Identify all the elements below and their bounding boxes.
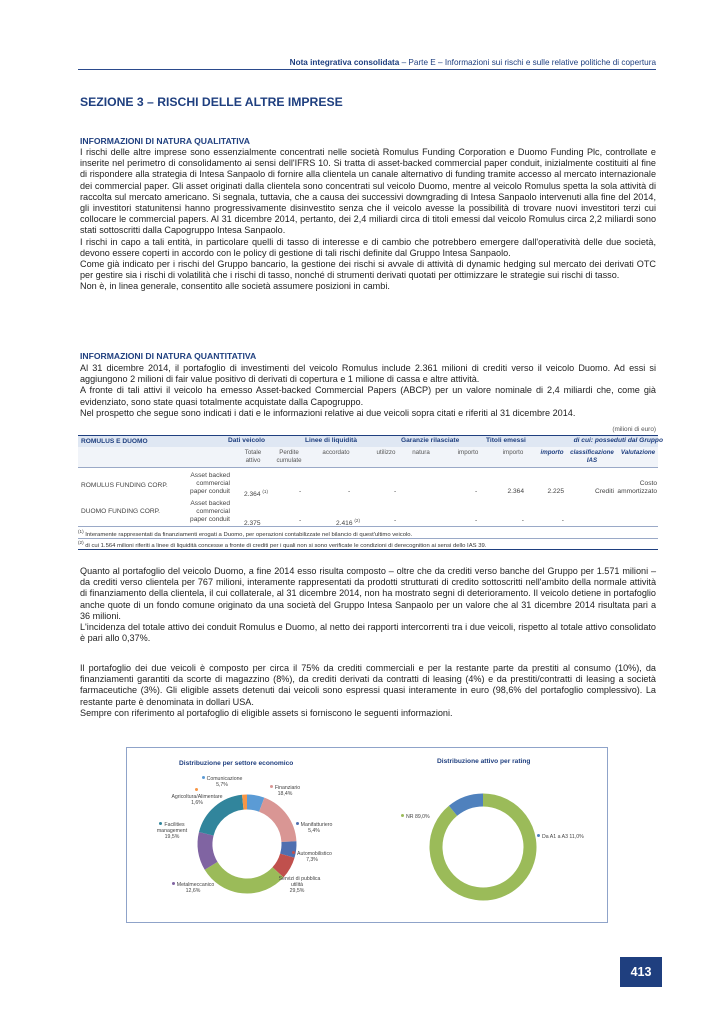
- section-title: SEZIONE 3 – RISCHI DELLE ALTRE IMPRESE: [80, 95, 343, 109]
- chart-1-slice-facilities-management: [206, 802, 243, 834]
- running-header-bold: Nota integrativa consolidata: [289, 58, 400, 67]
- subheader-perdite-cumulate: Perdite cumulate: [276, 449, 302, 464]
- sector-name-metalmeccanico: Metalmeccanico: [176, 882, 215, 888]
- row-2-importo-garanzie: -: [475, 517, 478, 524]
- rating-label-a1-a3: [537, 834, 607, 840]
- rating-value-a1-a3: 11,0%: [569, 834, 584, 840]
- sector-value-facilities: 19,5%: [164, 834, 180, 840]
- row-2-gruppo-importo: -: [561, 517, 564, 524]
- subheader-classificazione-ias: classificazione IAS: [570, 449, 614, 464]
- table-unit: (milioni di euro): [612, 426, 656, 433]
- table-bottom-rule: [78, 549, 658, 550]
- chart-1-title: Distribuzione per settore economico: [179, 760, 294, 767]
- group-header-titoli-emessi: Titoli emessi: [486, 437, 526, 444]
- sector-label-comunicazione: [197, 776, 247, 788]
- row-1-totale-note: (1): [262, 489, 268, 494]
- row-2-titoli-importo: -: [521, 517, 524, 524]
- row-2-utilizzo: -: [394, 517, 397, 524]
- row-1-totale-attivo-value: 2.364: [244, 491, 261, 498]
- quantitative-paragraph-3: Nel prospetto che segue sono indicati i dati e le informazioni relative ai due veicoli sopra citati e riferiti al 31 dicembre 2014.: [80, 407, 576, 418]
- sector-value-automobilistico: 7,3%: [306, 857, 318, 863]
- rating-label-nr: [401, 814, 451, 820]
- rating-name-a1-a3: Da A1 a A3: [542, 834, 568, 840]
- sector-value-finanziario: 18,4%: [277, 791, 293, 797]
- legend-dot-facilities: [159, 822, 162, 825]
- table-top-rule: [78, 435, 658, 436]
- chart-1-slice-finanziario: [262, 805, 289, 842]
- chart-1-slice-metalmeccanico: [205, 834, 211, 866]
- subheader-totale-attivo: Totale attivo: [244, 449, 262, 464]
- sector-value-metalmeccanico: 12,6%: [185, 888, 201, 894]
- legend-dot-manifatturiero: [296, 822, 299, 825]
- sector-name-finanziario: Finanziario: [274, 785, 301, 791]
- row-1-accordato: -: [348, 488, 351, 495]
- qualitative-heading: INFORMAZIONI DI NATURA QUALITATIVA: [80, 136, 250, 146]
- group-header-linee-liquidita: Linee di liquidità: [305, 437, 358, 444]
- sector-name-servizi: Servizi di pubblica utilità: [278, 876, 321, 888]
- row-2-accordato-note: (2): [354, 518, 360, 523]
- chart-1-slice-automobilistico: [278, 856, 287, 873]
- sector-value-servizi: 29,5%: [289, 888, 305, 894]
- subheader-importo-gruppo: importo: [540, 449, 564, 456]
- sector-label-metalmeccanico: [167, 882, 219, 894]
- table-note-2-text: di cui 1.564 milioni riferiti a linee di liquidità concesse a fronte di crediti per i quali non si sono verificate le condizioni di derecognition ai sensi dello IAS 39.: [85, 543, 487, 549]
- qualitative-paragraph-3: Come già indicato per i rischi del Gruppo bancario, la gestione dei rischi si avvale di attività di dynamic hedging sul mercato dei derivati OTC per gestire sia i rischi di volatilità che i rischi di tasso, nonché di strumenti derivati quotati per ottimizzare le strategie sui rischi di tasso.: [80, 259, 656, 281]
- sector-name-manifatturiero: Manifatturiero: [300, 822, 333, 828]
- rating-name-nr: NR: [406, 814, 414, 820]
- chart-2-slice-da-a1-a-a3: [453, 800, 483, 811]
- subheader-accordato: accordato: [322, 449, 350, 456]
- sector-value-manifatturiero: 5,4%: [308, 828, 320, 834]
- legend-dot-comunicazione: [202, 776, 205, 779]
- table-note-2: [78, 540, 658, 549]
- row-1-gruppo-importo: 2.225: [547, 488, 564, 495]
- qualitative-paragraph-2: I rischi in capo a tali entità, in particolare quelli di tasso di interesse e di cambio che potrebbero emergere dall'operatività delle due società, devono essere coperti in accordo con le policy di gestione di tali rischi definite dal Gruppo Intesa Sanpaolo.: [80, 236, 656, 258]
- sector-name-facilities: Facilities management: [156, 822, 188, 834]
- row-2-totale-attivo-value: 2.375: [244, 520, 261, 527]
- qualitative-paragraph-4: Non è, in linea generale, consentito alle società assumere posizioni in cambi.: [80, 281, 390, 292]
- sector-label-facilities: [147, 822, 197, 840]
- portfolio-composition-text: [80, 663, 656, 719]
- legend-dot-servizi: [274, 876, 277, 879]
- quantitative-text: [80, 363, 656, 419]
- rating-value-nr: 89,0%: [414, 814, 430, 820]
- row-1-totale-attivo: [244, 488, 268, 499]
- duomo-paragraph-1: Quanto al portafoglio del veicolo Duomo, a fine 2014 esso risulta composto – oltre che da crediti verso banche del Gruppo per 1.571 milioni – da crediti verso clientela per 767 milioni, interamente rappresentati da prodotti strutturati di credito sottoscritti nell'ambito della normale attività di finanziamento della clientela, il cui collaterale, al 31 dicembre 2014, non ha mostrato segni di deterioramento. Il veicolo detiene in portafoglio anche quote di un fondo comune originato da una società del Gruppo Intesa Sanpaolo per un valore che al 31 dicembre 2014 risultata pari a 36 milioni.: [80, 566, 656, 621]
- qualitative-paragraph-1: I rischi delle altre imprese sono essenzialmente concentrati nelle società Romulus Funding Corporation e Duomo Funding Plc, controllate e inserite nel perimetro di consolidamento ai sensi dell'IFRS 10. Si tratta di asset-backed commercial paper conduit, inizialmente costituiti al fine di rispondere alla strategia di Intesa Sanpaolo di fornire alla clientela un canale alternativo di funding tramite accesso al mercato internazionale dei commercial paper. Gli asset originati dalla clientela sono concentrati sul veicolo Duomo, mentre al veicolo Romulus spetta la sola attività di raccolta sul mercato americano. Si segnala, tuttavia, che a causa dei successivi downgrading di Intesa Sanpaolo intervenuti alla fine del 2014, gli investitori statunitensi hanno progressivamente disinvestito senza che il veicolo avesse la possibilità di trovare nuovi investitori terzi cui collocare le commercial papers. Al 31 dicembre 2014, pertanto, dei 2,4 miliardi circa di titoli emessi dal veicolo Romulus circa 2,2 miliardi sono stati sottoscritti dalla Capogruppo Intesa Sanpaolo.: [80, 147, 656, 236]
- sector-name-automobilistico: Automobilistico: [297, 851, 332, 857]
- page-number: 413: [620, 957, 662, 987]
- table-note-2-mark: (2): [78, 540, 84, 545]
- running-header: [78, 58, 656, 67]
- running-header-rest: – Parte E – Informazioni sui rischi e sulle relative politiche di copertura: [399, 58, 656, 67]
- subheader-valutazione: Valutazione: [620, 449, 656, 456]
- sector-label-finanziario: [265, 785, 305, 797]
- sector-name-agricoltura: Agricoltura/Alimentare: [171, 794, 223, 800]
- legend-dot-agricoltura: [195, 788, 198, 791]
- group-header-posseduti: di cui: posseduti dal Gruppo: [573, 437, 663, 444]
- row-2-accordato-value: 2.416: [336, 520, 353, 527]
- table-body-rule: [78, 526, 658, 527]
- legend-dot-finanziario: [270, 785, 273, 788]
- composition-paragraph-2: Sempre con riferimento al portafoglio di eligible assets si forniscono le seguenti informazioni.: [80, 707, 453, 718]
- table-note-1-mark: (1): [78, 529, 84, 534]
- duomo-paragraph-2: L'incidenza del totale attivo dei conduit Romulus e Duomo, al netto dei rapporti intercorrenti tra i due veicoli, rispetto al totale attivo consolidato è pari allo 0,37%.: [80, 622, 656, 644]
- legend-dot-a1-a3: [537, 834, 540, 837]
- group-header-garanzie: Garanzie rilasciate: [401, 437, 460, 444]
- duomo-portfolio-text: [80, 566, 656, 644]
- composition-paragraph-1: Il portafoglio dei due veicoli è composto per circa il 75% da crediti commerciali e per la restante parte da prestiti al consumo (10%), da finanziamenti garantiti da scorte di magazzino (8%), da crediti derivati da contratti di leasing (4%) e da prestiti/contratti di leasing a società farmaceutiche (3%). Gli eligible assets detenuti dai veicoli sono espressi quasi interamente in euro (98,6% del portafoglio complessivo). La restante parte è denominata in dollari USA.: [80, 663, 656, 707]
- sector-value-agricoltura: 1,6%: [191, 800, 203, 806]
- sector-value-comunicazione: 5,7%: [216, 782, 228, 788]
- row-2-perdite: -: [299, 517, 302, 524]
- sector-label-agricoltura: [171, 788, 223, 806]
- row-1-utilizzo: -: [394, 488, 397, 495]
- subheader-utilizzo: utilizzo: [376, 449, 396, 456]
- table-note-1: [78, 529, 658, 538]
- row-1-valutazione: Costo ammortizzato: [617, 480, 657, 495]
- legend-dot-metalmeccanico: [172, 882, 175, 885]
- table-note-rule: [78, 538, 658, 539]
- quantitative-paragraph-2: A fronte di tali attivi il veicolo ha emesso Asset-backed Commercial Papers (ABCP) per un valore nominale di 2,4 miliardi che, come già evidenziato, sono state quasi totalmente acquistate dalla Capogruppo.: [80, 385, 656, 407]
- row-1-name: ROMULUS FUNDING CORP.: [81, 482, 168, 489]
- quantitative-heading: INFORMAZIONI DI NATURA QUANTITATIVA: [80, 351, 257, 361]
- table-entity-header: ROMULUS E DUOMO: [81, 438, 148, 445]
- row-2-type: Asset backed commercial paper conduit: [190, 500, 230, 523]
- sector-label-servizi: [273, 876, 321, 894]
- qualitative-text: [80, 147, 656, 293]
- sector-name-comunicazione: Comunicazione: [206, 776, 243, 782]
- row-2-name: DUOMO FUNDING CORP.: [81, 508, 161, 515]
- sector-label-manifatturiero: [289, 822, 339, 834]
- quantitative-paragraph-1: Al 31 dicembre 2014, il portafoglio di investimenti del veicolo Romulus include 2.361 milioni di crediti verso il veicolo Duomo. Ad essi si aggiungono 2 milioni di fair value positivo di derivati di copertura e 1 milione di cassa e altre attività.: [80, 363, 656, 385]
- subheader-natura: natura: [412, 449, 430, 456]
- row-1-titoli-importo: 2.364: [507, 488, 524, 495]
- charts-panel: [126, 747, 608, 923]
- sector-label-automobilistico: [287, 851, 337, 863]
- row-1-classificazione: Crediti: [594, 488, 614, 495]
- row-1-importo-garanzie: -: [475, 488, 478, 495]
- chart-2-title: Distribuzione attivo per rating: [437, 758, 531, 765]
- chart-1-slice-servizi-di-pubblica-utilit: [211, 866, 278, 886]
- legend-dot-nr: [401, 814, 404, 817]
- table-note-1-text: Interamente rappresentati da finanziamenti erogati a Duomo, per operazioni contabilizzate nel bilancio di quest'ultimo veicolo.: [85, 532, 413, 538]
- subheader-importo-garanzie: importo: [457, 449, 479, 456]
- group-header-dati-veicolo: Dati veicolo: [228, 437, 266, 444]
- chart-1-slice-comunicazione: [247, 802, 262, 805]
- table-header-rule: [78, 467, 658, 468]
- legend-dot-automobilistico: [292, 851, 295, 854]
- header-rule: [78, 69, 656, 70]
- row-1-perdite: -: [299, 488, 302, 495]
- subheader-importo-titoli: importo: [502, 449, 524, 456]
- row-1-type: Asset backed commercial paper conduit: [190, 472, 230, 495]
